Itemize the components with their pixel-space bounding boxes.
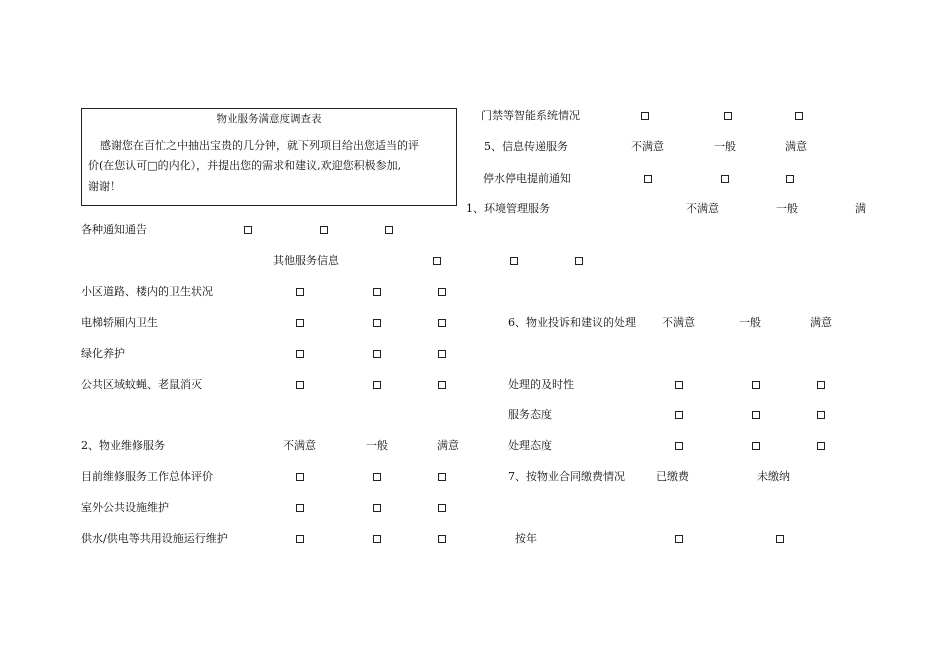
outage-average-checkbox[interactable]: [721, 175, 729, 183]
handling-attitude-unsatisfied-checkbox[interactable]: [675, 442, 683, 450]
timeliness-unsatisfied-checkbox[interactable]: [675, 381, 683, 389]
survey-intro-box: [81, 108, 457, 206]
other-info-satisfied-checkbox[interactable]: [575, 257, 583, 265]
service-attitude-average-checkbox[interactable]: [752, 411, 760, 419]
greening-unsatisfied-checkbox[interactable]: [296, 350, 304, 358]
water-power-satisfied-checkbox[interactable]: [438, 535, 446, 543]
service-attitude-satisfied-checkbox[interactable]: [817, 411, 825, 419]
intro-line-1: 感谢您在百忙之中抽出宝贵的几分钟，就下列项目给出您适当的评: [100, 139, 419, 152]
outage-satisfied-checkbox[interactable]: [786, 175, 794, 183]
section-5-col-satisfied: 满意: [785, 140, 807, 153]
road-hygiene-satisfied-checkbox[interactable]: [438, 288, 446, 296]
section-1-col-satisfied: 满: [855, 202, 866, 215]
row-label-outdoor-facility: 室外公共设施维护: [81, 501, 169, 514]
handling-attitude-average-checkbox[interactable]: [752, 442, 760, 450]
greening-satisfied-checkbox[interactable]: [438, 350, 446, 358]
section-5-col-average: 一般: [714, 140, 736, 153]
section-1-title: 1、环境管理服务: [466, 202, 550, 215]
notice-unsatisfied-checkbox[interactable]: [244, 226, 252, 234]
section-2-col-satisfied: 满意: [437, 439, 459, 452]
outdoor-facility-unsatisfied-checkbox[interactable]: [296, 504, 304, 512]
access-control-satisfied-checkbox[interactable]: [795, 112, 803, 120]
section-5-col-unsatisfied: 不满意: [631, 140, 664, 153]
outdoor-facility-satisfied-checkbox[interactable]: [438, 504, 446, 512]
section-1-col-unsatisfied: 不满意: [686, 202, 719, 215]
survey-title: 物业服务满意度调查表: [216, 113, 322, 125]
row-label-yearly: 按年: [515, 532, 537, 545]
section-6-col-unsatisfied: 不满意: [662, 316, 695, 329]
row-label-overall-repair: 目前维修服务工作总体评价: [81, 470, 213, 483]
pest-satisfied-checkbox[interactable]: [438, 381, 446, 389]
row-label-service-attitude: 服务态度: [508, 408, 552, 421]
notice-average-checkbox[interactable]: [320, 226, 328, 234]
handling-attitude-satisfied-checkbox[interactable]: [817, 442, 825, 450]
access-control-unsatisfied-checkbox[interactable]: [641, 112, 649, 120]
section-6-col-satisfied: 满意: [810, 316, 832, 329]
road-hygiene-unsatisfied-checkbox[interactable]: [296, 288, 304, 296]
timeliness-satisfied-checkbox[interactable]: [817, 381, 825, 389]
section-7-title: 7、按物业合同缴费情况: [508, 470, 625, 483]
road-hygiene-average-checkbox[interactable]: [373, 288, 381, 296]
intro-line-2: 价(在您认可□的内化），并提出您的需求和建议,欢迎您积极参加,: [88, 159, 402, 172]
pest-unsatisfied-checkbox[interactable]: [296, 381, 304, 389]
intro-thanks: 谢谢！: [88, 180, 121, 193]
water-power-average-checkbox[interactable]: [373, 535, 381, 543]
section-1-col-average: 一般: [776, 202, 798, 215]
timeliness-average-checkbox[interactable]: [752, 381, 760, 389]
section-7-col-unpaid: 未缴纳: [757, 470, 790, 483]
row-label-timeliness: 处理的及时性: [508, 378, 574, 391]
overall-repair-satisfied-checkbox[interactable]: [438, 473, 446, 481]
elevator-unsatisfied-checkbox[interactable]: [296, 319, 304, 327]
elevator-satisfied-checkbox[interactable]: [438, 319, 446, 327]
elevator-average-checkbox[interactable]: [373, 319, 381, 327]
outdoor-facility-average-checkbox[interactable]: [373, 504, 381, 512]
row-label-outage-notice: 停水停电提前通知: [483, 172, 571, 185]
row-label-elevator-hygiene: 电梯轿厢内卫生: [81, 316, 158, 329]
notice-satisfied-checkbox[interactable]: [385, 226, 393, 234]
survey-intro-text: [88, 136, 450, 176]
section-2-col-unsatisfied: 不满意: [283, 439, 316, 452]
water-power-unsatisfied-checkbox[interactable]: [296, 535, 304, 543]
service-attitude-unsatisfied-checkbox[interactable]: [675, 411, 683, 419]
overall-repair-unsatisfied-checkbox[interactable]: [296, 473, 304, 481]
overall-repair-average-checkbox[interactable]: [373, 473, 381, 481]
row-label-water-power: 供水/供电等共用设施运行维护: [81, 532, 228, 545]
row-label-access-control: 门禁等智能系统情况: [481, 109, 580, 122]
section-5-title: 5、信息传递服务: [484, 140, 568, 153]
row-label-handling-attitude: 处理态度: [508, 439, 552, 452]
other-info-average-checkbox[interactable]: [510, 257, 518, 265]
row-label-greening: 绿化养护: [81, 347, 125, 360]
section-6-title: 6、物业投诉和建议的处理: [508, 316, 636, 329]
pest-average-checkbox[interactable]: [373, 381, 381, 389]
greening-average-checkbox[interactable]: [373, 350, 381, 358]
section-2-title: 2、物业维修服务: [81, 439, 165, 452]
row-label-pest: 公共区域蚊蝇、老鼠消灭: [81, 378, 202, 391]
row-label-other-info: 其他服务信息: [273, 254, 339, 267]
other-info-unsatisfied-checkbox[interactable]: [433, 257, 441, 265]
section-6-col-average: 一般: [739, 316, 761, 329]
yearly-paid-checkbox[interactable]: [675, 535, 683, 543]
section-2-col-average: 一般: [366, 439, 388, 452]
yearly-unpaid-checkbox[interactable]: [776, 535, 784, 543]
section-7-col-paid: 已缴费: [656, 470, 689, 483]
row-label-notice: 各种通知通告: [81, 223, 147, 236]
access-control-average-checkbox[interactable]: [724, 112, 732, 120]
row-label-road-hygiene: 小区道路、楼内的卫生状况: [81, 285, 213, 298]
outage-unsatisfied-checkbox[interactable]: [644, 175, 652, 183]
